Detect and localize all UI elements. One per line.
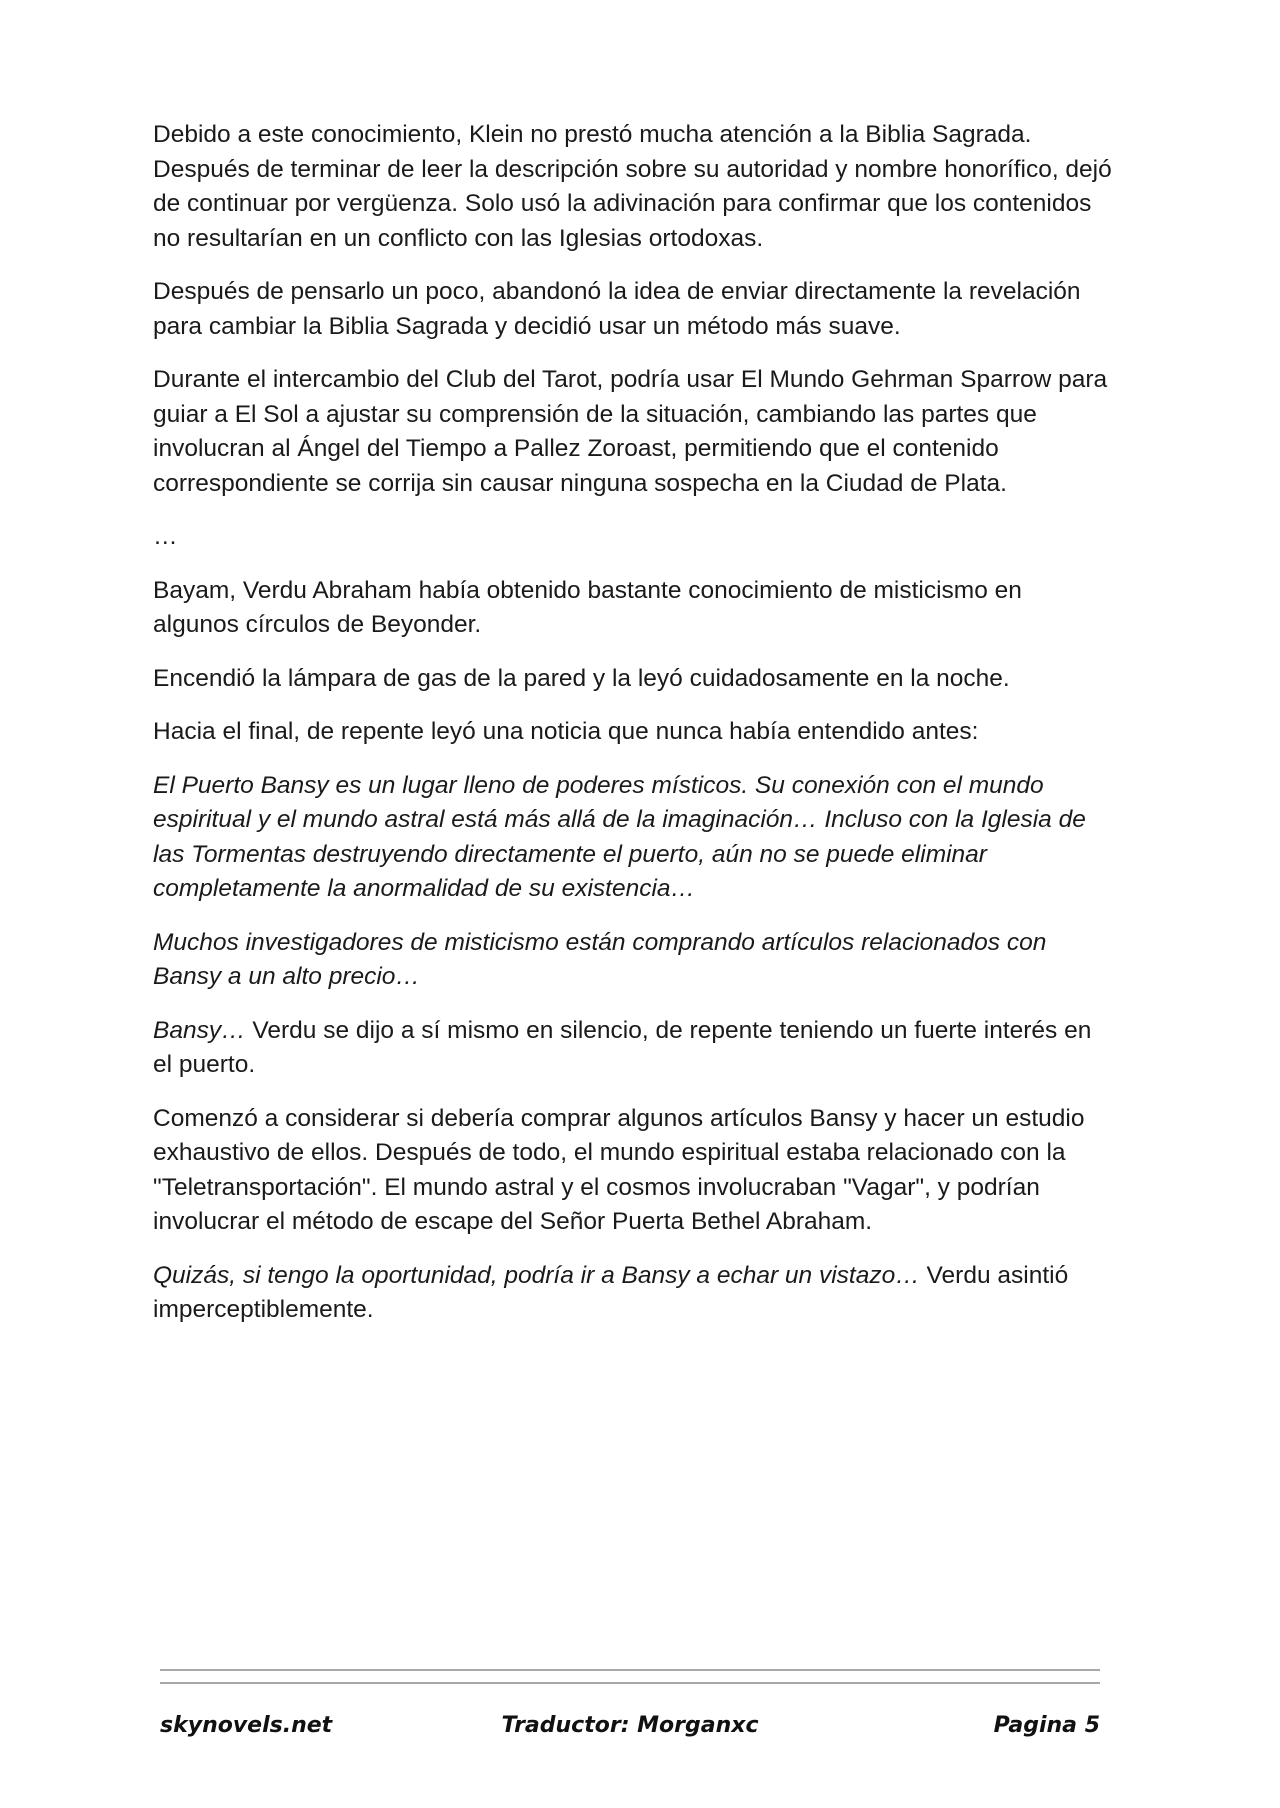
paragraph	[153, 574, 1113, 643]
italic-text: El Puerto Bansy es un lugar lleno de poderes místicos. Su conexión con el mundo espiritual y el mundo astral está más allá de la imaginación… Incluso con la Iglesia de las Tormentas destruyendo directamente el puerto, aún no se puede eliminar completamente la anormalidad de su existencia…	[153, 771, 1086, 902]
italic-text: Bansy…	[153, 1016, 246, 1044]
italic-text: Muchos investigadores de misticismo están comprando artículos relacionados con Bansy a un alto precio…	[153, 928, 1047, 990]
footer-translator: Traductor: Morganxc	[501, 1713, 759, 1738]
body-text	[153, 118, 1113, 1347]
footer-divider	[160, 1669, 1100, 1695]
paragraph	[153, 715, 1113, 750]
paragraph	[153, 662, 1113, 697]
paragraph-text: Verdu asintió imperceptiblemente.	[153, 1261, 1069, 1323]
divider-line	[160, 1669, 1100, 1671]
paragraph-text: Debido a este conocimiento, Klein no prestó mucha atención a la Biblia Sagrada. Después de terminar de leer la descripción sobre su autoridad y nombre honorífico, dejó de continuar por vergüenza. Solo usó la adivinación para confirmar que los contenidos no resultarían en un conflicto con las Iglesias ortodoxas.	[153, 121, 1112, 252]
paragraph	[153, 1102, 1113, 1240]
paragraph	[153, 1259, 1113, 1328]
paragraph-text: Bayam, Verdu Abraham había obtenido bastante conocimiento de misticismo en algunos círculos de Beyonder.	[153, 576, 1022, 638]
paragraph-text: Verdu se dijo a sí mismo en silencio, de repente teniendo un fuerte interés en el puerto.	[153, 1016, 1092, 1078]
paragraph	[153, 275, 1113, 344]
scene-break	[153, 520, 1113, 555]
paragraph-text: Comenzó a considerar si debería comprar algunos artículos Bansy y hacer un estudio exhaustivo de ellos. Después de todo, el mundo espiritual estaba relacionado con la "Teletransportación". El mundo astral y el cosmos involucraban "Vagar", y podrían involucrar el método de escape del Señor Puerta Bethel Abraham.	[153, 1104, 1085, 1235]
paragraph-text: Después de pensarlo un poco, abandonó la idea de enviar directamente la revelación para cambiar la Biblia Sagrada y decidió usar un método más suave.	[153, 278, 1081, 340]
paragraph-text: Durante el intercambio del Club del Tarot, podría usar El Mundo Gehrman Sparrow para guiar a El Sol a ajustar su comprensión de la situación, cambiando las partes que involucran al Ángel del Tiempo a Pallez Zoroast, permitiendo que el contenido correspondiente se corrija sin causar ninguna sospecha en la Ciudad de Plata.	[153, 366, 1108, 497]
ellipsis-separator: …	[153, 523, 178, 550]
footer-page-number: Pagina 5	[993, 1713, 1100, 1738]
divider-line	[160, 1682, 1100, 1684]
paragraph	[153, 363, 1113, 501]
paragraph	[153, 118, 1113, 256]
footer-site: skynovels.net	[160, 1713, 333, 1738]
page-footer	[160, 1713, 1100, 1745]
news-quote	[153, 769, 1113, 907]
italic-text: Quizás, si tengo la oportunidad, podría ir a Bansy a echar un vistazo…	[153, 1261, 920, 1289]
paragraph-text: Hacia el final, de repente leyó una noticia que nunca había entendido antes:	[153, 718, 979, 745]
news-quote	[153, 926, 1113, 995]
paragraph	[153, 1014, 1113, 1083]
paragraph-text: Encendió la lámpara de gas de la pared y la leyó cuidadosamente en la noche.	[153, 664, 1010, 692]
